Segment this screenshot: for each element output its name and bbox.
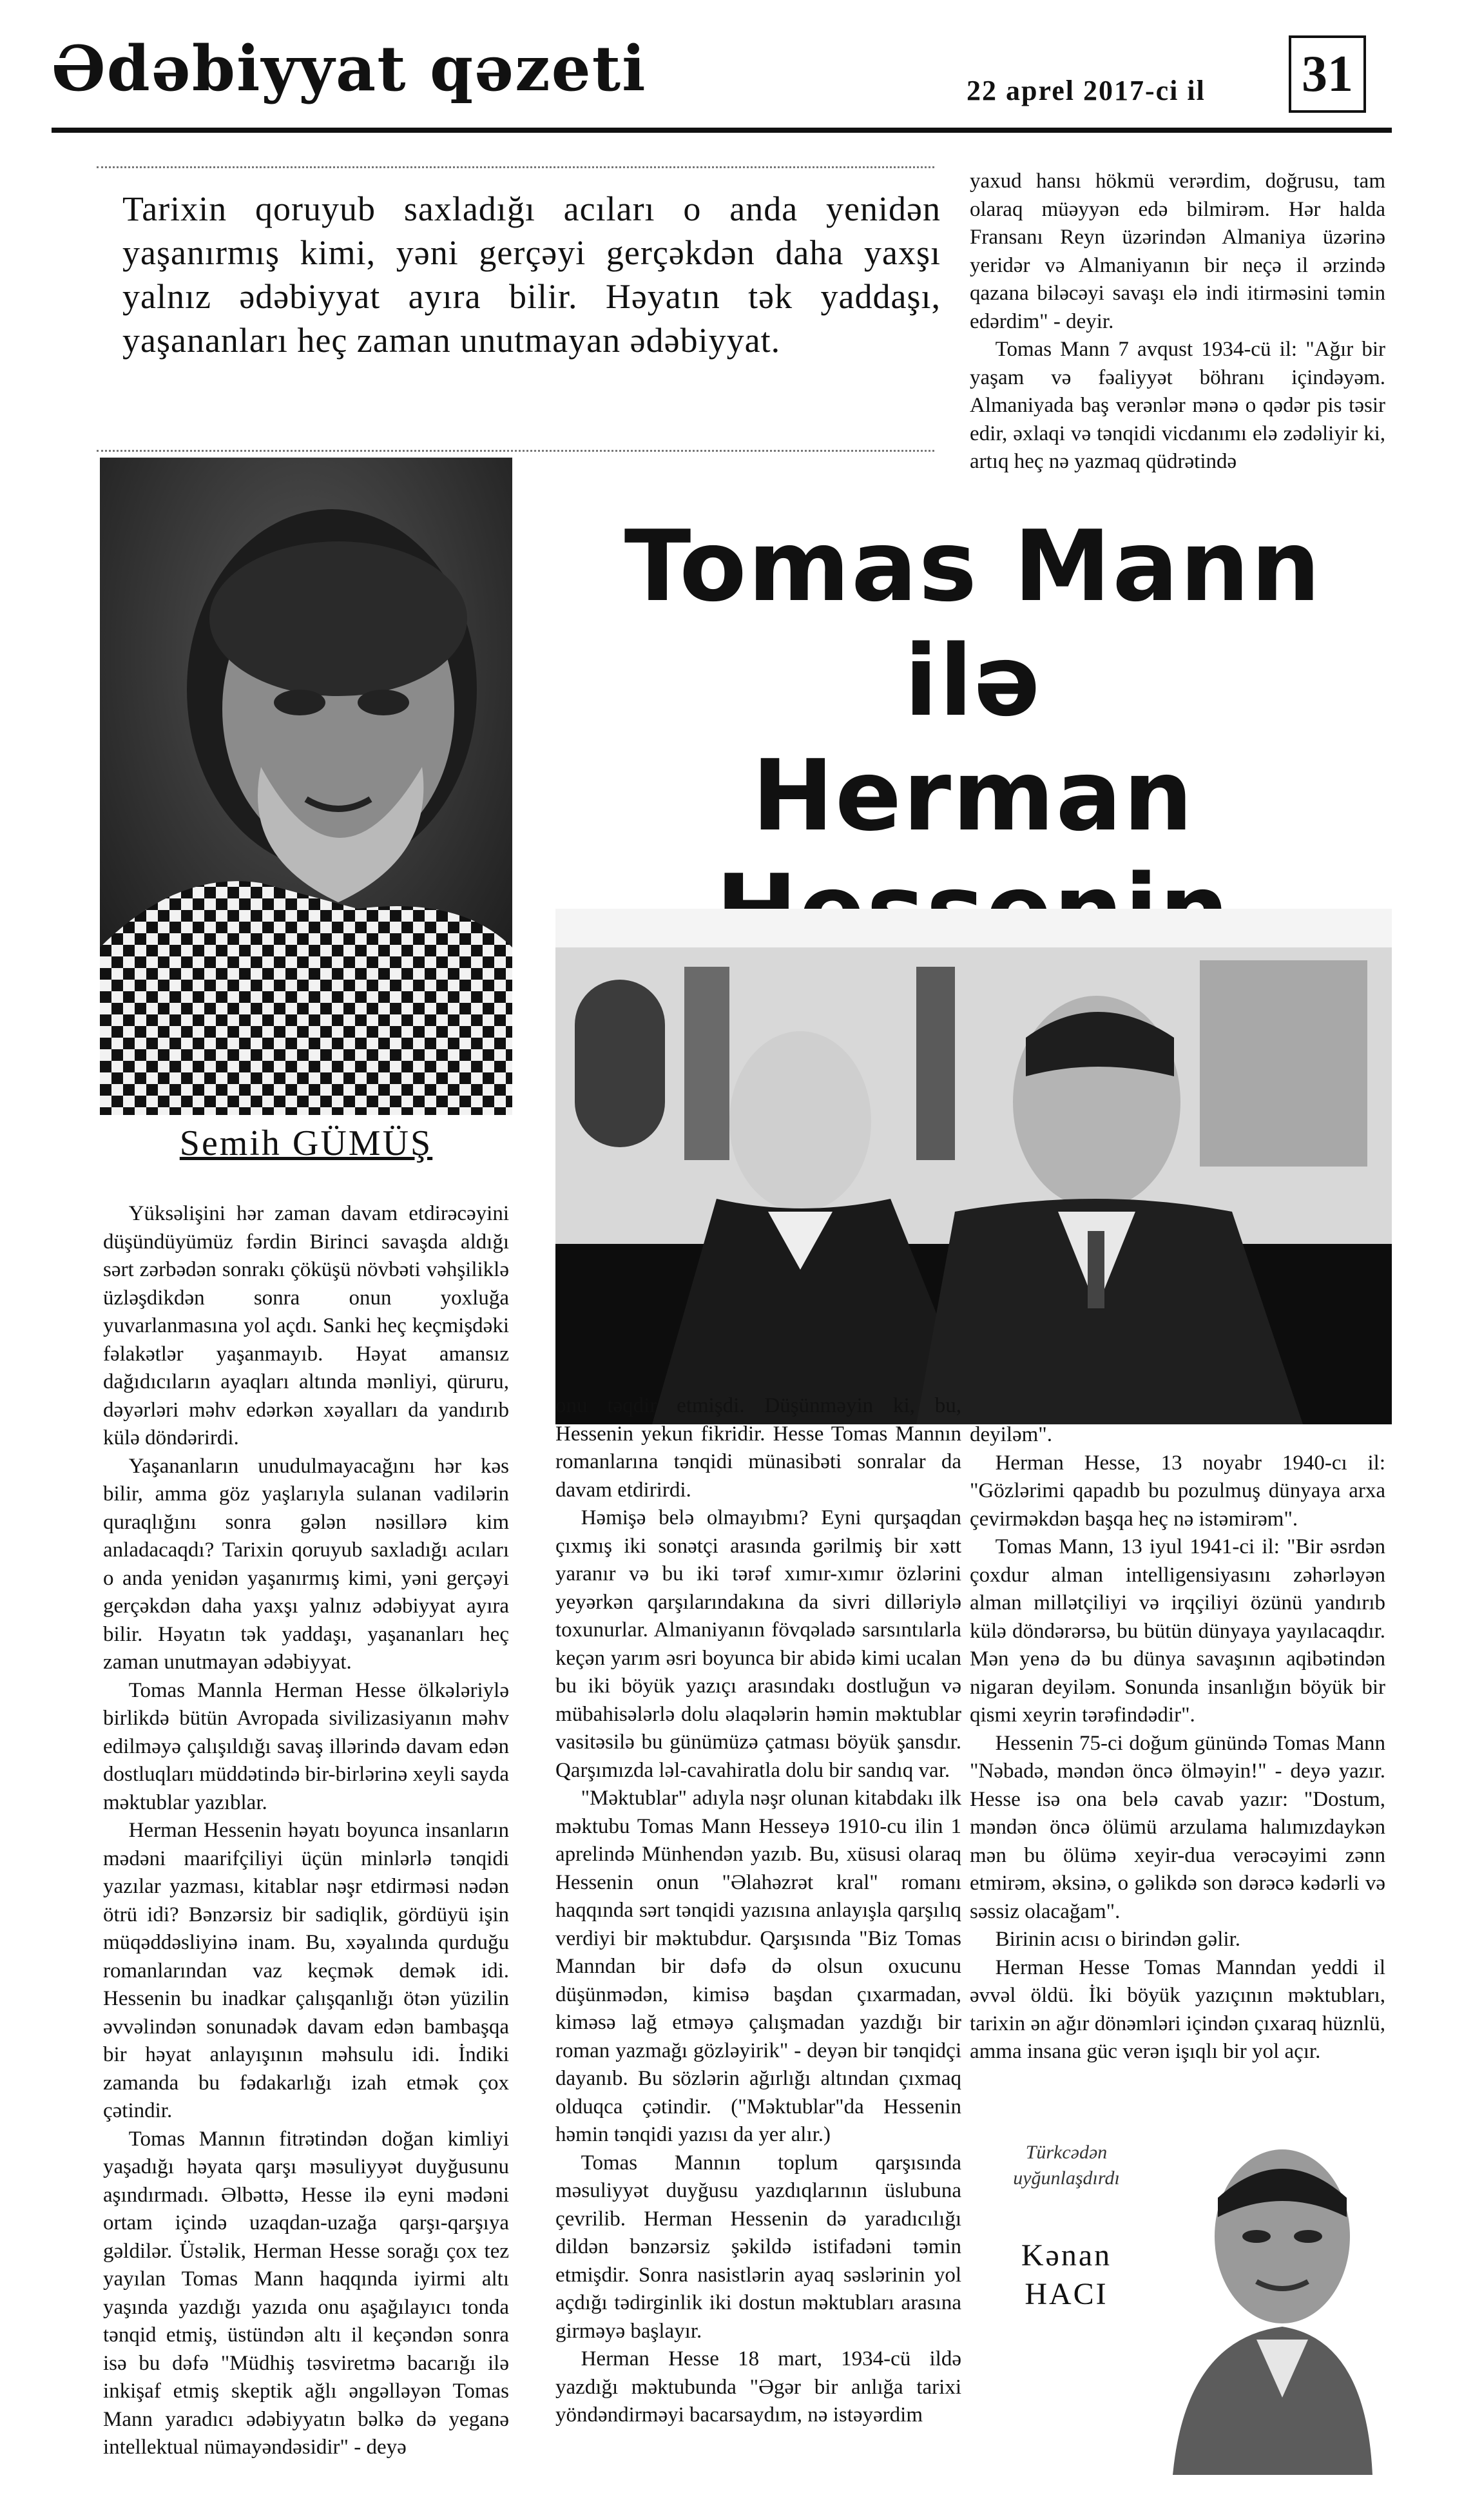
- paragraph: Herman Hesse Tomas Manndan yeddi il əvvəl öldü. İki böyük yazıçının məktubları, tarixin ən ağır dönəmləri içindən çıxaraq hüznlü, amma insana güc verən işıqlı bir yol açır.: [970, 1955, 1385, 2063]
- paragraph: Birinin acısı o birindən gəlir.: [995, 1928, 1240, 1951]
- pull-quote-bottom-rule: [97, 450, 934, 452]
- paragraph: Yaşananların unudulmayacağını hər kəs bilir, amma göz yaşlarıyla sulanan vadilərin quraqlığını sonra gələn nəsillərə kim anladacaqdı? Tarixin qoruyub saxladığı acıları o anda yenidən yaşanırmış kimi, yəni gerçəyi gerçəkdən daha yaxşı yalnız ədəbiyyat ayıra bilir. Həyatın tək yaddaşı, yaşananları heç zaman unutmayan ədəbiyyat.: [103, 1454, 509, 1674]
- article-column-1: [103, 1200, 509, 2462]
- paragraph: Herman Hessenin həyatı boyunca insanların mədəni maarifçiliyi üçün minlərlə tənqidi yazılar yazması, kitablar nəşr etdirməsi nədən ötrü idi? Bənzərsiz bir sadiqlik, gördüyü işin müqəddəsliyinə inam. Bu, xəyalında qurduğu romanlarından vaz keçmək demək idi. Hessenin bu inadkar çalışqanlığı ötən yüzilin əvvəlindən sonunadək davam edən bambaşqa bir həyat anlayışının məhsulu idi. İndiki zamanda bu fədakarlığı izah etmək çox çətindir.: [103, 1819, 509, 2122]
- paragraph: Yüksəlişini hər zaman davam etdirəcəyini düşündüyümüz fərdin Birinci savaşda aldığı sərt zərbədən sonrakı çöküşü növbəti vəhşiliklə üzləşdikdən sonra onun yoxluğa yuvarlanmasına yol açdı. Sanki heç keçmişdəki fəlakətlər yaşanmayıb. Həyat amansız dağıdıcıların ayaqları altında mənliyi, qüruru, dəyərləri məhv edərkən xəyalları da yandırıb külə döndərirdi.: [103, 1202, 509, 1449]
- paragraph: "Məktublar" adıyla nəşr olunan kitabdakı ilk məktubu Tomas Mann Hesseyə 1910-cu ilin 1 aprelində Münhendən yazıb. Bu, xüsusi olaraq Hessenin onun "Əlahəzrət kral" romanı haqqında sərt tənqidi yazısına anlayışla qarşılıq verdiyi bir məktubdur. Qarşısında "Biz Tomas Manndan bir dəfə də olsun oxucunu düşünmədən, kimisə başdan çıxarmadan, kiməsə lağ etməyə çalışmadan yazdığı bir roman yazmağı gözləyirik" - deyən bir tənqidçi dayanıb. Bu sözlərin ağırlığı altından çıxmaq olduqca çətindir. ("Məktublar"da Hessenin həmin tənqidi yazısı da yer alır.): [555, 1787, 961, 2146]
- paragraph: onu təqdir etmişdi. Düşünməyin ki, bu, Hessenin yekun fikridir. Hesse Tomas Mannın romanlarına tənqidi münasibəti sonralar da davam etdirirdi.: [555, 1394, 961, 1502]
- paragraph: deyiləm".: [970, 1423, 1053, 1446]
- headline-line-2: Herman: [751, 739, 1195, 853]
- issue-date: 22 aprel 2017-ci il: [967, 75, 1206, 106]
- paragraph: Hessenin 75-ci doğum günündə Tomas Mann "Nəbadə, məndən öncə ölməyin!" - deyə yazır. Hesse isə ona belə cavab yazır: "Dostum, məndən öncə ölümü arzulama halımızdaykən mən bu ölümə xeyir-dua verəcəyimi zənn etmirəm, əksinə, o gəlikdə son dərəcə kədərli və səssiz olacağam".: [970, 1731, 1385, 1923]
- main-photo: [555, 909, 1392, 1424]
- paragraph: Tomas Mannın toplum qarşısında məsuliyyət duyğusu yazdıqlarının üslubuna çevrilib. Herman Hessenin də yaradıcılığı dildən bənzərsiz şəkildə istifadəni təmin etmişdir. Sonra nasistlərin ayaq səslərinin yol açdığı tədirginlik iki dostun məktubları arasına girməyə başlayır.: [555, 2151, 961, 2343]
- author-photo: [100, 458, 512, 1115]
- paragraph: Herman Hesse, 13 noyabr 1940-cı il: "Gözlərimi qapadıb bu pozulmuş dünyaya arxa çevirməkdən başqa heç nə istəmirəm".: [970, 1451, 1385, 1531]
- main-photo-drawing: [555, 909, 1392, 1424]
- pull-quote: Tarixin qoruyub saxladığı acıları o anda yenidən yaşanırmış kimi, yəni gerçəyi gerçəkdən daha yaxşı yalnız ədəbiyyat ayıra bilir. Həyatın tək yaddaşı, yaşananları heç zaman unutmayan ədəbiyyat.: [122, 189, 941, 360]
- paragraph: Herman Hesse 18 mart, 1934-cü ildə yazdığı məktubunda "Əgər bir anlığa tarixi yöndəndirməyi bacarsaydım, nə istəyərdim: [555, 2347, 961, 2427]
- paragraph: Tomas Mann 7 avqust 1934-cü il: "Ağır bir yaşam və fəaliyyət böhranı içindəyəm. Almaniyada baş verənlər mənə o qədər pis təsir edir, əxlaqi və tənqidi vicdanımı elə zədəliyir ki, artıq heç nə yazmaq qüdrətində: [970, 338, 1385, 473]
- translator-photo-drawing: [1160, 2127, 1379, 2475]
- paragraph: Tomas Mannın fitrətindən doğan kimliyi yaşadığı həyata qarşı məsuliyyət duyğusunu aşındırmadı. Əlbəttə, Hesse ilə eyni mədəni ortam içində uzaqdan-uzağa qarşı-qarşıya gəldilər. Üstəlik, Herman Hesse sorağı çox tez yayılan Tomas Mann haqqında iyirmi altı yaşında yazdığı yazıda onu aşağılayıcı tonda tənqid etmiş, üstündən altı il keçəndən sonra isə bu dəfə "Müdhiş təsviretmə bacarığı ilə inkişaf etmiş skeptik ağlı əngəlləyən Tomas Mann yaradıcı ədəbiyyatın bəlkə də yeganə intellektual nümayəndəsidir" - deyə: [103, 2127, 509, 2459]
- author-photo-drawing: [100, 458, 512, 1115]
- page-number: 31: [1289, 35, 1366, 113]
- translator-first-name: Kənan: [1021, 2238, 1112, 2273]
- paragraph: Tomas Mann, 13 iyul 1941-ci il: "Bir əsrdən çoxdur alman intelligensiyasını zəhərləyən alman millətçiliyi və irqçiliyi özünü yandırıb külə döndərərsə, bu bütün dünyaya yayılacaqdır. Mən yenə də bu dünya savaşının aqibətindən nigaran deyiləm. Sonunda insanlığın böyük bir qismi xeyrin tərəfindədir".: [970, 1535, 1385, 1727]
- headline-line-1: Tomas Mann ilə: [624, 509, 1322, 738]
- paragraph: yaxud hansı hökmü verərdim, doğrusu, tam olaraq müəyyən edə bilmirəm. Hər halda Fransanı Reyn üzərindən Almaniya üzərinə yeridər və Almaniyanın bir neçə il ərzində qazana biləcəyi savaşı elə indi itirməsini təmin edərdim" - deyir.: [970, 170, 1385, 333]
- masthead-rule: [52, 128, 1392, 133]
- paragraph: Tomas Mannla Herman Hesse ölkələriylə birlikdə bütün Avropada sivilizasiyanın məhv edilməyə çalışıldığı savaş illərində davam edən dostluqları müddətində bir-birlərinə xeyli sayda məktublar yazıblar.: [103, 1678, 509, 1814]
- pull-quote-top-rule: [97, 166, 934, 168]
- paragraph: Həmişə belə olmayıbmı? Eyni qurşaqdan çıxmış iki sonətçi arasında gərilmiş bir xətt yaranır və bu iki tərəf xımır-xımır özlərini yeyərkən qarşılarındakına da sivri dilləriylə toxunurlar. Almaniyanın fövqəladə sarsıntılarla keçən yarım əsri boyunca bir abidə kimi ucalan bu iki böyük yazıçı arasındakı dostluğun və mübahisələrlə dolu əlaqələrin həmin məktublar vasitəsilə bu günümüzə çatması böyük şansdır. Qarşımızda ləl-cavahiratla dolu bir sandıq var.: [555, 1506, 961, 1782]
- translator-note: [983, 2140, 1150, 2191]
- translator-name: [983, 2236, 1150, 2314]
- translator-note-line-2: uyğunlaşdırdı: [1013, 2167, 1120, 2189]
- author-byline: Semih GÜMÜŞ: [179, 1123, 433, 1163]
- translator-note-line-1: Türkcədən: [1025, 2142, 1108, 2163]
- right-top-column: [970, 168, 1385, 476]
- article-column-3: [970, 1421, 1385, 2066]
- newspaper-title: Ədəbiyyat qəzeti: [52, 32, 647, 105]
- article-column-2: [555, 1392, 961, 2430]
- translator-photo: [1160, 2127, 1379, 2475]
- translator-last-name: HACI: [1025, 2277, 1108, 2311]
